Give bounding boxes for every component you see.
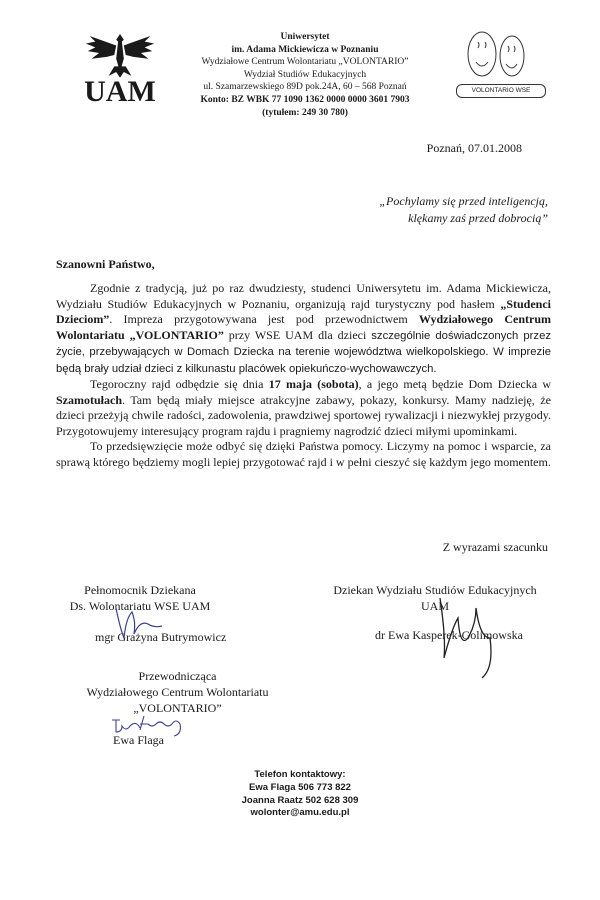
signer-title: Wydziałowego Centrum Wolontariatu (86, 685, 269, 699)
contact-phone-1: Ewa Flaga 506 773 822 (249, 781, 351, 793)
signer-name-middle: Ewa Flaga (113, 733, 164, 747)
contact-email: wolonter@amu.edu.pl (250, 807, 350, 819)
closing-phrase: Z wyrazami szacunku (442, 540, 548, 554)
contact-heading: Telefon kontaktowy: (254, 769, 346, 780)
handwritten-signature-right (430, 588, 510, 678)
signer-title: „VOLONTARIO” (133, 701, 222, 715)
letter-body (56, 281, 551, 470)
university-logo-text: UAM (84, 75, 156, 108)
address: ul. Szamarzewskiego 89D pok.24A, 60 – 568 Poznań (203, 82, 407, 93)
paragraph-text: szczególnie doświadczonych przez życie, przebywających w Domach Dziecka na terenie województwa wielkopolskiego. W imprezie będą brały udział dzieci z kilkunastu placówek opiekuńczo-wychowawczych. (56, 329, 551, 375)
event-motto: „Studenci Dzieciom” (56, 296, 551, 326)
paragraph-3: To przedsięwzięcie może odbyć się dzięki Państwa pomocy. Liczymy na pomoc i wsparcie, za sprawą którego będziemy mogli lepiej przygotować rajd i w pełni cieszyć się każdym jego momentem. (56, 439, 551, 469)
quote-line-2: klękamy zaś przed dobrocią” (408, 211, 548, 225)
signer-name-left: mgr Grażyna Butrymowicz (95, 630, 227, 644)
event-date: 17 maja (sobota) (268, 377, 359, 391)
paragraph-2 (56, 377, 551, 439)
letterhead (180, 31, 430, 119)
paragraph-text: Zgodnie z tradycją, już po raz dwudziesty, studenci Uniwersytetu im. Adama Mickiewicza, Wydziału Studiów Edukacyjnych w Poznaniu, organizują rajd turystyczny pod hasłem (56, 281, 551, 311)
quote-line-1: „Pochylamy się przed inteligencją, (379, 194, 548, 208)
signer-title: Przewodnicząca (138, 669, 217, 683)
paragraph-text: , a jego metą będzie Dom Dziecka w (358, 377, 552, 391)
faculty-name: Wydział Studiów Edukacyjnych (243, 69, 367, 80)
organizer-name: Wydziałowego Centrum Wolontariatu „VOLONTARIO” (56, 312, 552, 342)
contact-phone-2: Joanna Raatz 502 628 309 (241, 794, 359, 806)
paragraph-1 (56, 281, 551, 377)
signer-name-right: dr Ewa Kasperek-Golimowska (375, 628, 523, 642)
signature-block-middle (85, 668, 270, 716)
signer-title: UAM (420, 599, 449, 613)
handwritten-signature-left (110, 600, 170, 650)
university-name-2: im. Adama Mickiewicza w Poznaniu (231, 44, 379, 55)
signer-title: Ds. Wolontariatu WSE UAM (69, 599, 211, 613)
paragraph-text: przy WSE UAM dla dzieci (223, 327, 372, 342)
event-place: Szamotułach (56, 392, 122, 407)
handwritten-signature-middle (110, 710, 200, 740)
paragraph-text: . Tam będą miały miejsce atrakcyjne zabawy, pokazy, konkursy. Mamy nadzieję, że dzieci przeżyją chwile radości, zadowolenia, prawdziwej sportowej rywalizacji i niezwykłej przygody. Przygotowujemy interesujący program rajdu i pragniemy nagrodzić dzieci miłymi upominkami. (56, 392, 551, 438)
motto-quote (248, 193, 548, 227)
payment-title: (tytułem: 249 30 780) (262, 107, 348, 118)
eagle-emblem-icon (82, 30, 158, 78)
university-name: Uniwersytet (280, 32, 330, 42)
salutation: Szanowni Państwo, (56, 257, 155, 271)
bank-account: Konto: BZ WBK 77 1090 1362 0000 0000 3601 7903 (200, 94, 410, 105)
signer-title: Dziekan Wydziału Studiów Edukacyjnych (333, 583, 537, 597)
contact-info (200, 769, 400, 820)
signer-title: Pełnomocnik Dziekana (84, 583, 196, 597)
letter-date: Poznań, 07.01.2008 (426, 141, 522, 155)
paragraph-text: Tegoroczny rajd odbędzie się dnia (90, 377, 269, 391)
volontario-logo-label: VOLONTARIO WSE (456, 84, 546, 98)
department-name: Wydziałowe Centrum Wolontariatu „VOLONTARIO” (201, 57, 409, 68)
paragraph-text: . Impreza przygotowywana jest pod przewodnictwem (109, 312, 419, 326)
